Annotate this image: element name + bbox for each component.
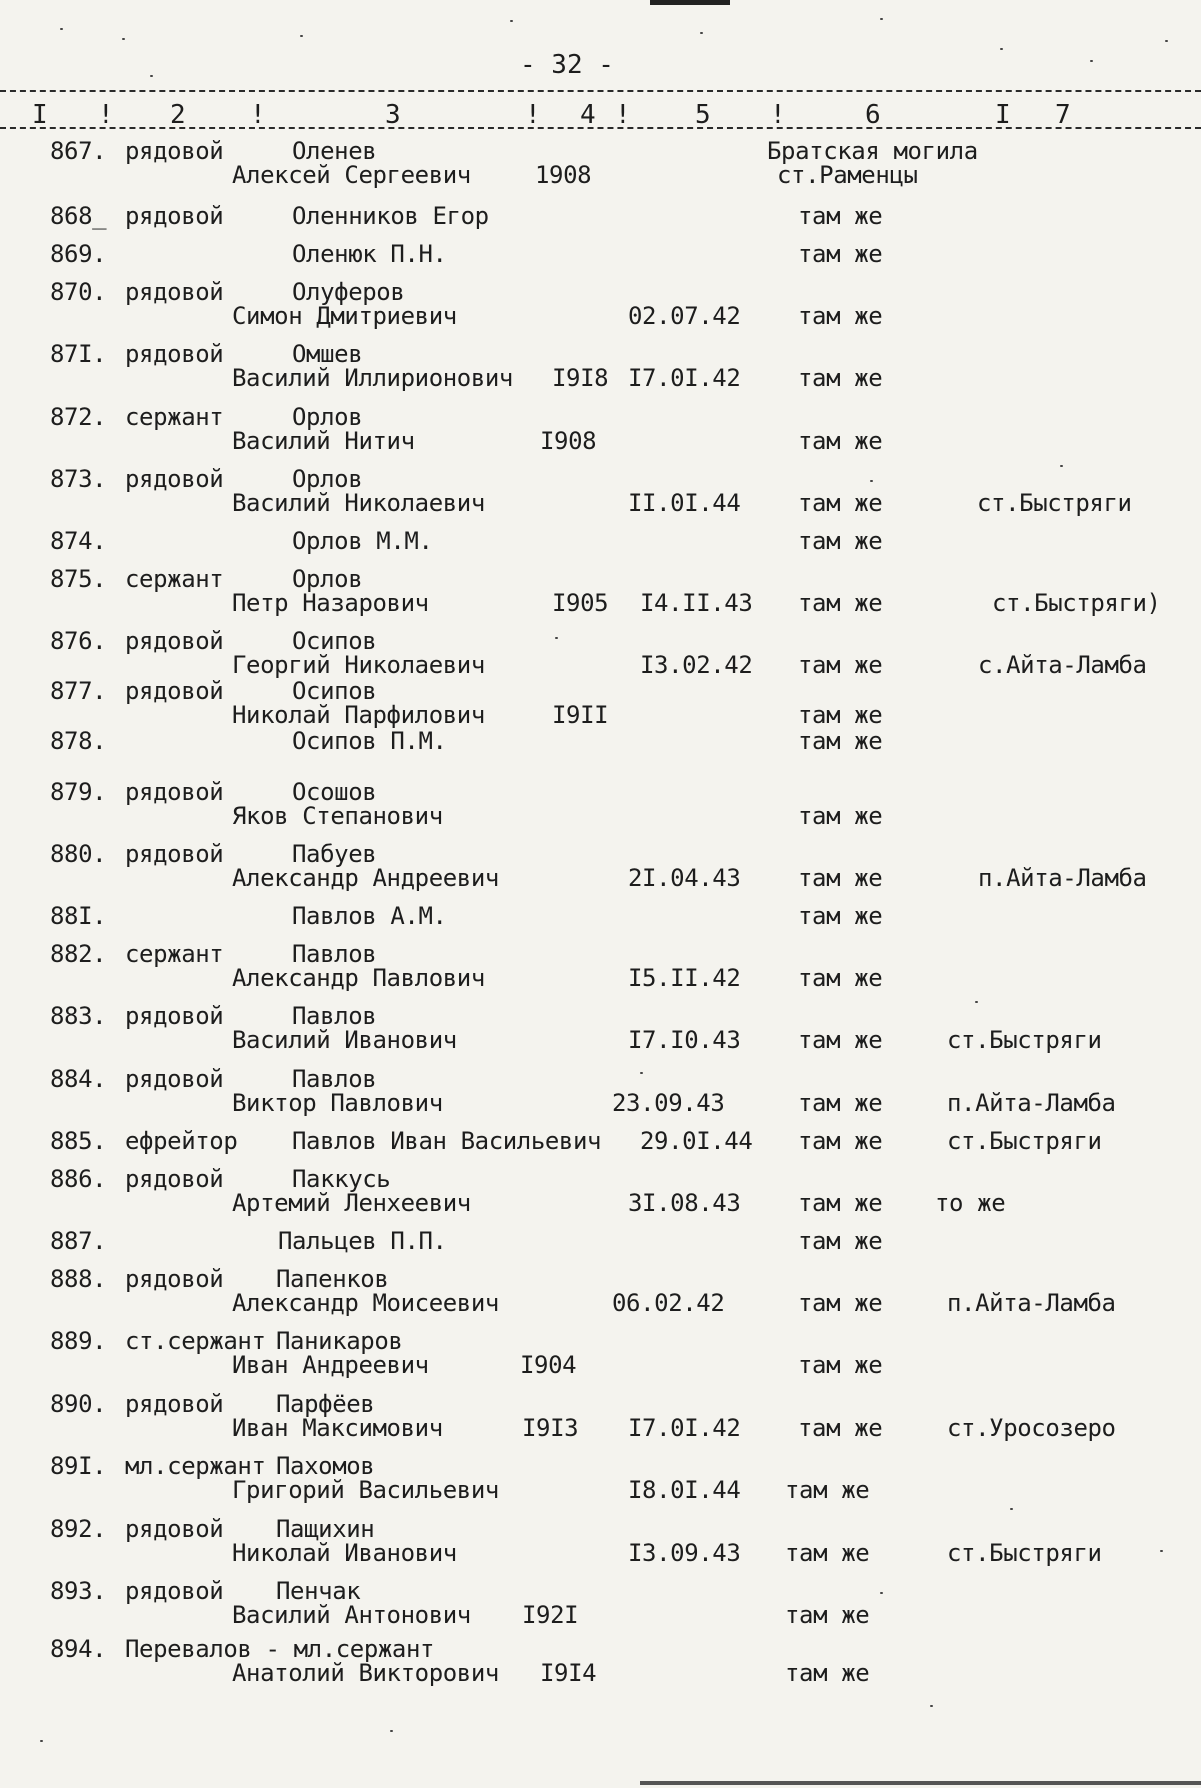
entry-rank: сержант xyxy=(125,565,224,593)
entry-given-names: Александр Павлович xyxy=(232,964,485,992)
entry-given-names: Николай Иванович xyxy=(232,1539,457,1567)
entry-surname: Пальцев П.П. xyxy=(278,1227,447,1255)
entry-given-names: Иван Максимович xyxy=(232,1414,443,1442)
column-header-mark: 7 xyxy=(1055,100,1071,130)
entry-surname: Парфёев xyxy=(276,1390,375,1418)
scan-speck xyxy=(1160,1550,1163,1552)
entry-rank: рядовой xyxy=(125,465,224,493)
entry-birth-year: I908 xyxy=(540,427,597,455)
scan-speck xyxy=(700,32,703,34)
column-header-mark: 3 xyxy=(385,100,401,130)
entry-surname: Пенчак xyxy=(276,1577,361,1605)
column-header-mark: 4 xyxy=(580,100,596,130)
entry-number: 876. xyxy=(50,627,107,655)
entry-rank: ст.сержант xyxy=(125,1327,266,1355)
entry-rank: рядовой xyxy=(125,1265,224,1293)
entry-rank: рядовой xyxy=(125,137,224,165)
entry-given-names: Григорий Васильевич xyxy=(232,1476,499,1504)
entry-surname: Павлов xyxy=(292,940,377,968)
entry-rank: сержант xyxy=(125,403,224,431)
entry-surname: Осипов xyxy=(292,627,377,655)
scan-speck xyxy=(1090,60,1093,62)
entry-number: 870. xyxy=(50,278,107,306)
entry-burial-place: там же xyxy=(785,1659,870,1687)
entry-number: 88I. xyxy=(50,902,107,930)
entry-surname: Перевалов - мл.сержант xyxy=(125,1635,435,1663)
entry-death-date: I4.II.43 xyxy=(640,589,753,617)
entry-number: 875. xyxy=(50,565,107,593)
entry-birth-year: 1908 xyxy=(535,161,592,189)
entry-burial-place: там же xyxy=(798,802,883,830)
entry-number: 882. xyxy=(50,940,107,968)
scan-speck xyxy=(1165,40,1168,42)
entry-death-date: 29.0I.44 xyxy=(640,1127,753,1155)
entry-given-names: Александр Моисеевич xyxy=(232,1289,499,1317)
scan-speck xyxy=(150,75,153,77)
column-header-mark: I xyxy=(995,100,1011,130)
entry-surname: Пахомов xyxy=(276,1452,375,1480)
entry-note: ст.Быстряги xyxy=(947,1127,1102,1155)
entry-number: 885. xyxy=(50,1127,107,1155)
entry-death-date: I3.09.43 xyxy=(628,1539,741,1567)
entry-surname: Омшев xyxy=(292,340,363,368)
entry-note: ст.Быстряги) xyxy=(992,589,1161,617)
entry-birth-year: I9I3 xyxy=(522,1414,579,1442)
entry-surname: Паникаров xyxy=(276,1327,403,1355)
entry-rank: рядовой xyxy=(125,677,224,705)
entry-rank: сержант xyxy=(125,940,224,968)
entry-death-date: 3I.08.43 xyxy=(628,1189,741,1217)
entry-number: 892. xyxy=(50,1515,107,1543)
entry-burial-place: там же xyxy=(798,651,883,679)
scan-edge-mark-bottom xyxy=(640,1781,1201,1785)
entry-given-names: Николай Парфилович xyxy=(232,701,485,729)
entry-burial-place: там же xyxy=(798,1189,883,1217)
scan-speck xyxy=(40,1740,43,1742)
entry-note: ст.Быстряги xyxy=(977,489,1132,517)
entry-number: 869. xyxy=(50,240,107,268)
entry-burial-place: там же xyxy=(798,1289,883,1317)
entry-given-names: Анатолий Викторович xyxy=(232,1659,499,1687)
entry-birth-year: I904 xyxy=(520,1351,577,1379)
entry-birth-year: I92I xyxy=(522,1601,579,1629)
entry-rank: мл.сержант xyxy=(125,1452,266,1480)
entry-burial-place: там же xyxy=(798,902,883,930)
scan-speck xyxy=(640,1072,643,1074)
entry-surname: Паккусь xyxy=(292,1165,391,1193)
entry-burial-place: там же xyxy=(798,1089,883,1117)
entry-surname: Павлов xyxy=(292,1065,377,1093)
entry-surname: Осипов xyxy=(292,677,377,705)
entry-burial-place: там же xyxy=(798,727,883,755)
entry-rank: рядовой xyxy=(125,278,224,306)
entry-surname: Пащихин xyxy=(276,1515,375,1543)
entry-birth-year: I905 xyxy=(552,589,609,617)
scan-speck xyxy=(60,28,63,30)
entry-burial-place: там же xyxy=(798,489,883,517)
entry-given-names: Георгий Николаевич xyxy=(232,651,485,679)
entry-number: 893. xyxy=(50,1577,107,1605)
scan-speck xyxy=(870,480,873,482)
entry-given-names: Симон Дмитриевич xyxy=(232,302,457,330)
entry-birth-year: I9I4 xyxy=(540,1659,597,1687)
entry-number: 877. xyxy=(50,677,107,705)
entry-given-names: Иван Андреевич xyxy=(232,1351,429,1379)
entry-given-names: Василий Иллирионович xyxy=(232,364,513,392)
entry-burial-place: там же xyxy=(798,864,883,892)
entry-burial-place: там же xyxy=(798,589,883,617)
entry-burial-place: там же xyxy=(798,1127,883,1155)
entry-death-date: I7.0I.42 xyxy=(628,1414,741,1442)
entry-given-names: Петр Назарович xyxy=(232,589,429,617)
column-header-mark: ! xyxy=(615,100,631,130)
entry-burial-place: там же xyxy=(785,1539,870,1567)
entry-rank: рядовой xyxy=(125,202,224,230)
entry-burial-place: там же xyxy=(798,427,883,455)
entry-burial-place: там же xyxy=(798,240,883,268)
entry-burial-place: там же xyxy=(798,1351,883,1379)
entry-surname: Павлов Иван Васильевич xyxy=(292,1127,602,1155)
entry-rank: ефрейтор xyxy=(125,1127,238,1155)
entry-note: п.Айта-Ламба xyxy=(947,1289,1116,1317)
scan-speck xyxy=(555,637,558,639)
entry-given-names: Василий Антонович xyxy=(232,1601,471,1629)
entry-number: 887. xyxy=(50,1227,107,1255)
entry-rank: рядовой xyxy=(125,1390,224,1418)
header-dashed-rule-bottom xyxy=(0,127,1201,129)
page-number: - 32 - xyxy=(520,50,614,80)
scan-speck xyxy=(1060,465,1063,467)
entry-death-date: I7.I0.43 xyxy=(628,1026,741,1054)
entry-burial-place: там же xyxy=(798,701,883,729)
entry-burial-place: там же xyxy=(798,1227,883,1255)
entry-given-names: Яков Степанович xyxy=(232,802,443,830)
entry-surname: Оленюк П.Н. xyxy=(292,240,447,268)
entry-note: то же xyxy=(935,1189,1006,1217)
entry-given-names: Василий Николаевич xyxy=(232,489,485,517)
entry-given-names: Алексей Сергеевич xyxy=(232,161,471,189)
entry-number: 894. xyxy=(50,1635,107,1663)
entry-death-date: 06.02.42 xyxy=(612,1289,725,1317)
entry-death-date: I3.02.42 xyxy=(640,651,753,679)
entry-death-date: I8.0I.44 xyxy=(628,1476,741,1504)
entry-rank: рядовой xyxy=(125,340,224,368)
entry-number: 890. xyxy=(50,1390,107,1418)
scan-speck xyxy=(122,38,125,40)
entry-number: 886. xyxy=(50,1165,107,1193)
scan-speck xyxy=(930,1705,933,1707)
entry-number: 878. xyxy=(50,727,107,755)
entry-note: ст.Быстряги xyxy=(947,1539,1102,1567)
entry-burial-place: там же xyxy=(798,302,883,330)
entry-number: 89I. xyxy=(50,1452,107,1480)
entry-given-names: Виктор Павлович xyxy=(232,1089,443,1117)
entry-number: 867. xyxy=(50,137,107,165)
entry-given-names: Артемий Ленхеевич xyxy=(232,1189,471,1217)
entry-burial-place-station: ст.Раменцы xyxy=(777,161,918,189)
entry-burial-place: Братская могила xyxy=(767,137,978,165)
entry-rank: рядовой xyxy=(125,1065,224,1093)
column-header-mark: 6 xyxy=(865,100,881,130)
entry-burial-place: там же xyxy=(798,1414,883,1442)
entry-surname: Павлов xyxy=(292,1002,377,1030)
entry-note: ст.Быстряги xyxy=(947,1026,1102,1054)
entry-death-date: II.0I.44 xyxy=(628,489,741,517)
entry-surname: Павлов А.М. xyxy=(292,902,447,930)
entry-rank: рядовой xyxy=(125,1002,224,1030)
entry-surname: Орлов xyxy=(292,565,363,593)
entry-surname: Оленев xyxy=(292,137,377,165)
entry-rank: рядовой xyxy=(125,627,224,655)
entry-surname: Орлов xyxy=(292,403,363,431)
entry-number: 880. xyxy=(50,840,107,868)
entry-death-date: I7.0I.42 xyxy=(628,364,741,392)
column-header-mark: ! xyxy=(98,100,114,130)
entry-burial-place: там же xyxy=(785,1476,870,1504)
entry-note: ст.Уросозеро xyxy=(947,1414,1116,1442)
entry-note: п.Айта-Ламба xyxy=(978,864,1147,892)
column-header-mark: 2 xyxy=(170,100,186,130)
entry-number: 87I. xyxy=(50,340,107,368)
column-header-mark: ! xyxy=(770,100,786,130)
entry-burial-place: там же xyxy=(798,202,883,230)
entry-surname: Осошов xyxy=(292,778,377,806)
scan-speck xyxy=(880,1592,883,1594)
header-dashed-rule-top xyxy=(0,90,1201,92)
entry-number: 883. xyxy=(50,1002,107,1030)
entry-given-names: Василий Иванович xyxy=(232,1026,457,1054)
entry-note: с.Айта-Ламба xyxy=(978,651,1147,679)
entry-surname: Пабуев xyxy=(292,840,377,868)
scan-speck xyxy=(1010,1508,1013,1510)
scan-speck xyxy=(390,1730,393,1732)
entry-death-date: 23.09.43 xyxy=(612,1089,725,1117)
entry-surname: Орлов xyxy=(292,465,363,493)
column-header-mark: I xyxy=(32,100,48,130)
column-header-mark: ! xyxy=(525,100,541,130)
entry-surname: Оленников Егор xyxy=(292,202,489,230)
column-header-mark: 5 xyxy=(695,100,711,130)
entry-birth-year: I9I8 xyxy=(552,364,609,392)
entry-surname: Олуферов xyxy=(292,278,405,306)
entry-rank: рядовой xyxy=(125,840,224,868)
entry-number: 873. xyxy=(50,465,107,493)
entry-burial-place: там же xyxy=(798,527,883,555)
entry-number: 889. xyxy=(50,1327,107,1355)
scan-edge-mark xyxy=(650,0,730,5)
entry-death-date: I5.II.42 xyxy=(628,964,741,992)
entry-number: 879. xyxy=(50,778,107,806)
entry-burial-place: там же xyxy=(798,964,883,992)
scan-speck xyxy=(975,1001,978,1003)
entry-birth-year: I9II xyxy=(552,701,609,729)
column-header-mark: ! xyxy=(250,100,266,130)
entry-rank: рядовой xyxy=(125,778,224,806)
entry-number: 884. xyxy=(50,1065,107,1093)
entry-number: 872. xyxy=(50,403,107,431)
entry-note: п.Айта-Ламба xyxy=(947,1089,1116,1117)
entry-burial-place: там же xyxy=(798,364,883,392)
entry-number: 888. xyxy=(50,1265,107,1293)
scan-speck xyxy=(510,20,513,22)
entry-given-names: Александр Андреевич xyxy=(232,864,499,892)
entry-burial-place: там же xyxy=(785,1601,870,1629)
entry-burial-place: там же xyxy=(798,1026,883,1054)
entry-surname: Орлов М.М. xyxy=(292,527,433,555)
entry-number: 868_ xyxy=(50,202,107,230)
entry-rank: рядовой xyxy=(125,1577,224,1605)
entry-rank: рядовой xyxy=(125,1165,224,1193)
entry-death-date: 2I.04.43 xyxy=(628,864,741,892)
entry-death-date: 02.07.42 xyxy=(628,302,741,330)
scan-speck xyxy=(1000,48,1003,50)
entry-surname: Папенков xyxy=(276,1265,389,1293)
entry-rank: рядовой xyxy=(125,1515,224,1543)
entry-surname: Осипов П.М. xyxy=(292,727,447,755)
entry-given-names: Василий Нитич xyxy=(232,427,415,455)
scan-speck xyxy=(880,18,883,20)
entry-number: 874. xyxy=(50,527,107,555)
scan-speck xyxy=(300,35,303,37)
